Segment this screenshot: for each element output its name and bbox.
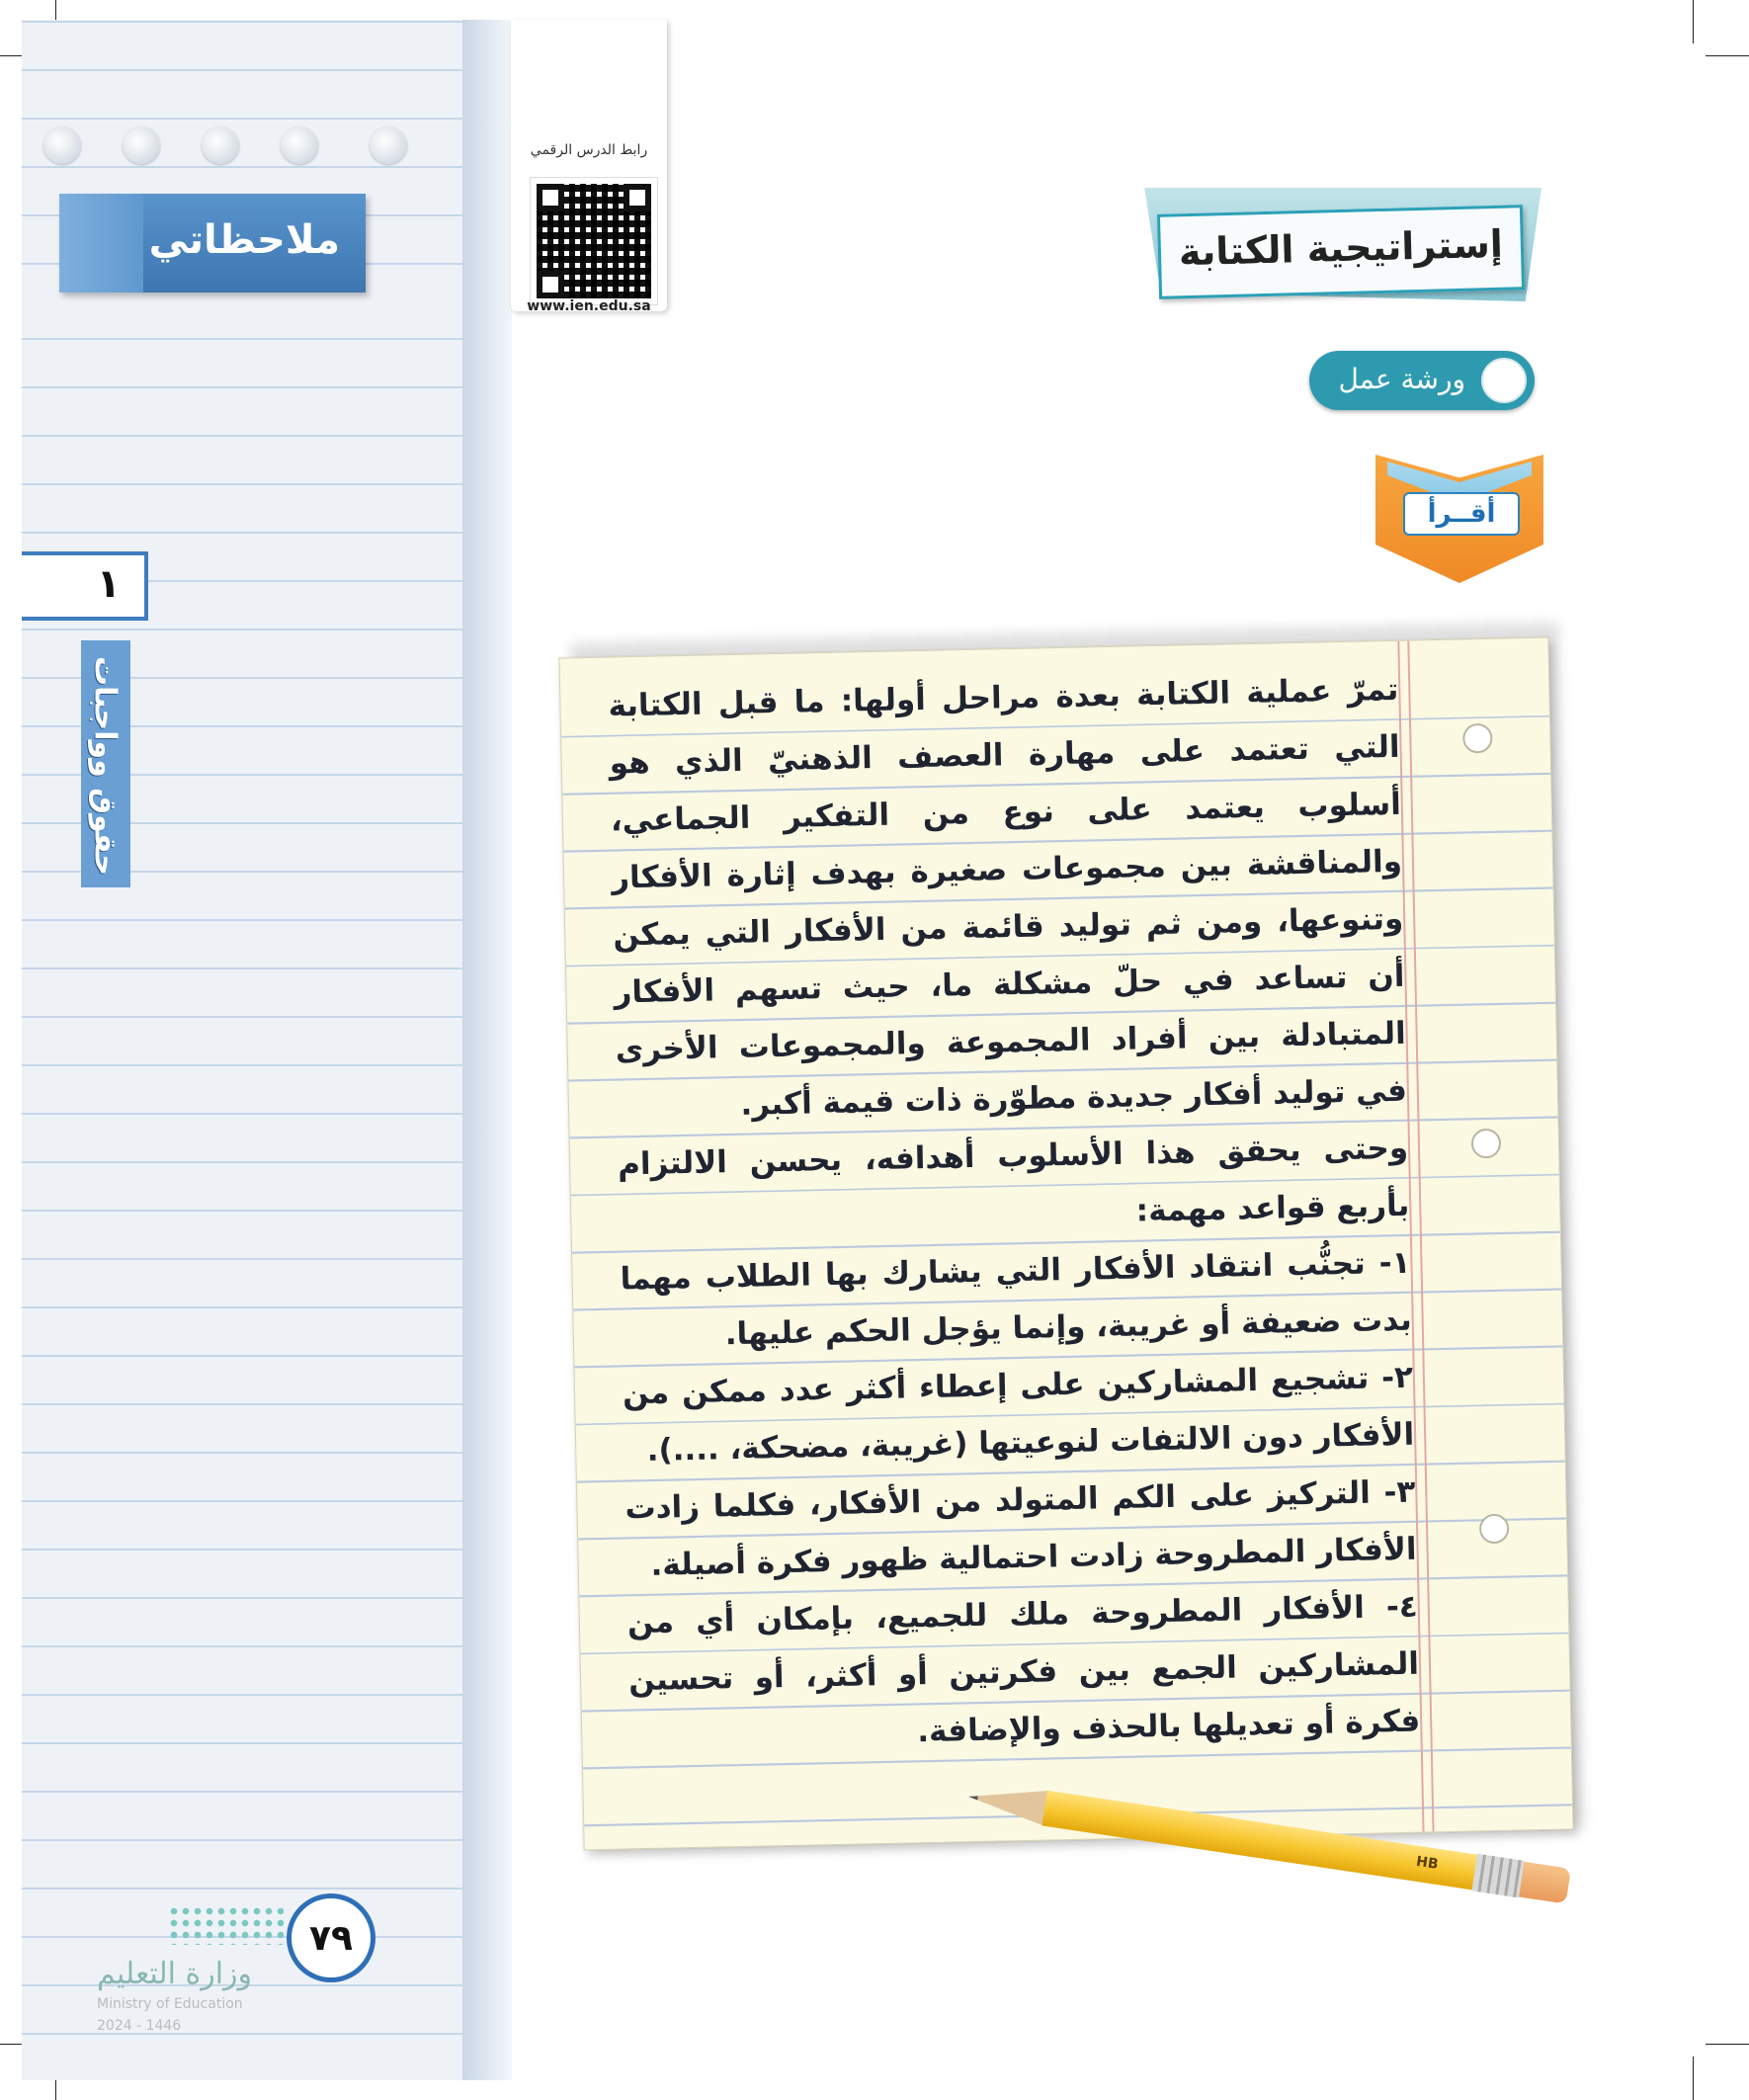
notebook-spine <box>462 20 512 2080</box>
read-book-icon <box>1375 435 1543 588</box>
lined-paper <box>558 637 1573 1851</box>
section-banner <box>1136 188 1541 306</box>
unit-number: ١ <box>96 561 121 607</box>
rule-item: ٣- التركيز على الكم المتولد من الأفكار، فكلما زادت الأفكار المطروحة زادت احتمالية ظهور فكرة أصيلة. <box>625 1473 1417 1583</box>
ministry-name-ar: وزارة التعليم <box>97 1957 253 1991</box>
tab-fold <box>59 194 143 293</box>
paper-hole <box>1479 1514 1510 1545</box>
crop-mark <box>1693 2057 1694 2100</box>
pencil-eraser <box>1519 1862 1571 1904</box>
binder-ring <box>123 126 160 164</box>
paper-text <box>608 661 1421 1767</box>
qr-finder <box>537 271 564 298</box>
rule-item: ٤- الأفكار المطروحة ملك للجميع، بإمكان أي من المشاركين الجمع بين فكرتين أو أكثر، أو تحسين فكرة أو تعديلها بالحذف والإضافة. <box>626 1588 1421 1750</box>
pencil-ferrule <box>1472 1854 1525 1898</box>
workshop-label: ورشة عمل <box>1338 363 1465 395</box>
qr-code-icon[interactable] <box>531 178 657 304</box>
notes-title-tab <box>59 194 366 293</box>
paragraph-intro: تمرّ عملية الكتابة بعدة مراحل أولها: ما قبل الكتابة التي تعتمد على مهارة العصف الذهنيّ الذي هو أسلوب يعتمد على نوع من التفكير الجماعي، والمناقشة بين مجموعات صغيرة بهدف إثارة الأفكار وتنوعها، ومن ثم توليد قائمة من الأفكار التي يمكن أن تساعد في حلّ مشكلة ما، حيث تسهم الأفكار المتبادلة بين أفراد المجموعة والمجموعات الأخرى في توليد أفكار جديدة مطوّرة ذات قيمة أكبر. <box>608 671 1408 1123</box>
notes-panel <box>22 20 512 2080</box>
unit-title: حقوق وواجبات <box>87 655 123 877</box>
binder-ring <box>370 126 407 164</box>
section-title: إستراتيجية الكتابة <box>1178 221 1504 275</box>
crop-mark <box>1706 2044 1749 2045</box>
qr-finder <box>537 184 564 211</box>
page-number-badge <box>287 1893 375 1982</box>
crop-mark <box>1693 0 1694 43</box>
rule-item: ٢- تشجيع المشاركين على إعطاء أكثر عدد ممكن من الأفكار دون الالتفات لنوعيتها (غريبة، مضحكة، ....). <box>622 1359 1415 1469</box>
paragraph-rules-intro: وحتى يحقق هذا الأسلوب أهدافه، يحسن الالتزام بأربع قواعد مهمة: <box>617 1130 1410 1229</box>
ministry-name-en: Ministry of Education <box>97 1996 243 2012</box>
rule-item: ١- تجنُّب انتقاد الأفكار التي يشارك بها الطلاب مهما بدت ضعيفة أو غريبة، وإنما يؤجل الحكم عليها. <box>620 1244 1413 1353</box>
binder-ring <box>281 126 318 164</box>
qr-card[interactable] <box>511 20 667 314</box>
read-label-box <box>1403 492 1520 536</box>
binder-ring <box>43 126 81 164</box>
ministry-logo-icon <box>168 1905 287 1945</box>
binder-ring <box>202 126 239 164</box>
workshop-pill <box>1309 351 1535 410</box>
qr-finder <box>624 184 651 211</box>
pencil-brand: HB <box>1415 1853 1440 1873</box>
paper-hole <box>1471 1129 1502 1159</box>
notes-title: ملاحظاتي <box>148 217 340 263</box>
qr-url[interactable]: www.ien.edu.sa <box>527 298 651 314</box>
paper-hole <box>1462 723 1493 754</box>
unit-number-box <box>22 551 148 621</box>
qr-label: رابط الدرس الرقمي <box>530 142 648 158</box>
workshop-dot-icon <box>1481 358 1527 403</box>
banner-front <box>1157 205 1525 299</box>
page-number: ٧٩ <box>309 1917 353 1959</box>
crop-mark <box>1706 55 1749 56</box>
ministry-year: 2024 - 1446 <box>97 2018 182 2034</box>
read-label: أقــرأ <box>1427 499 1496 529</box>
